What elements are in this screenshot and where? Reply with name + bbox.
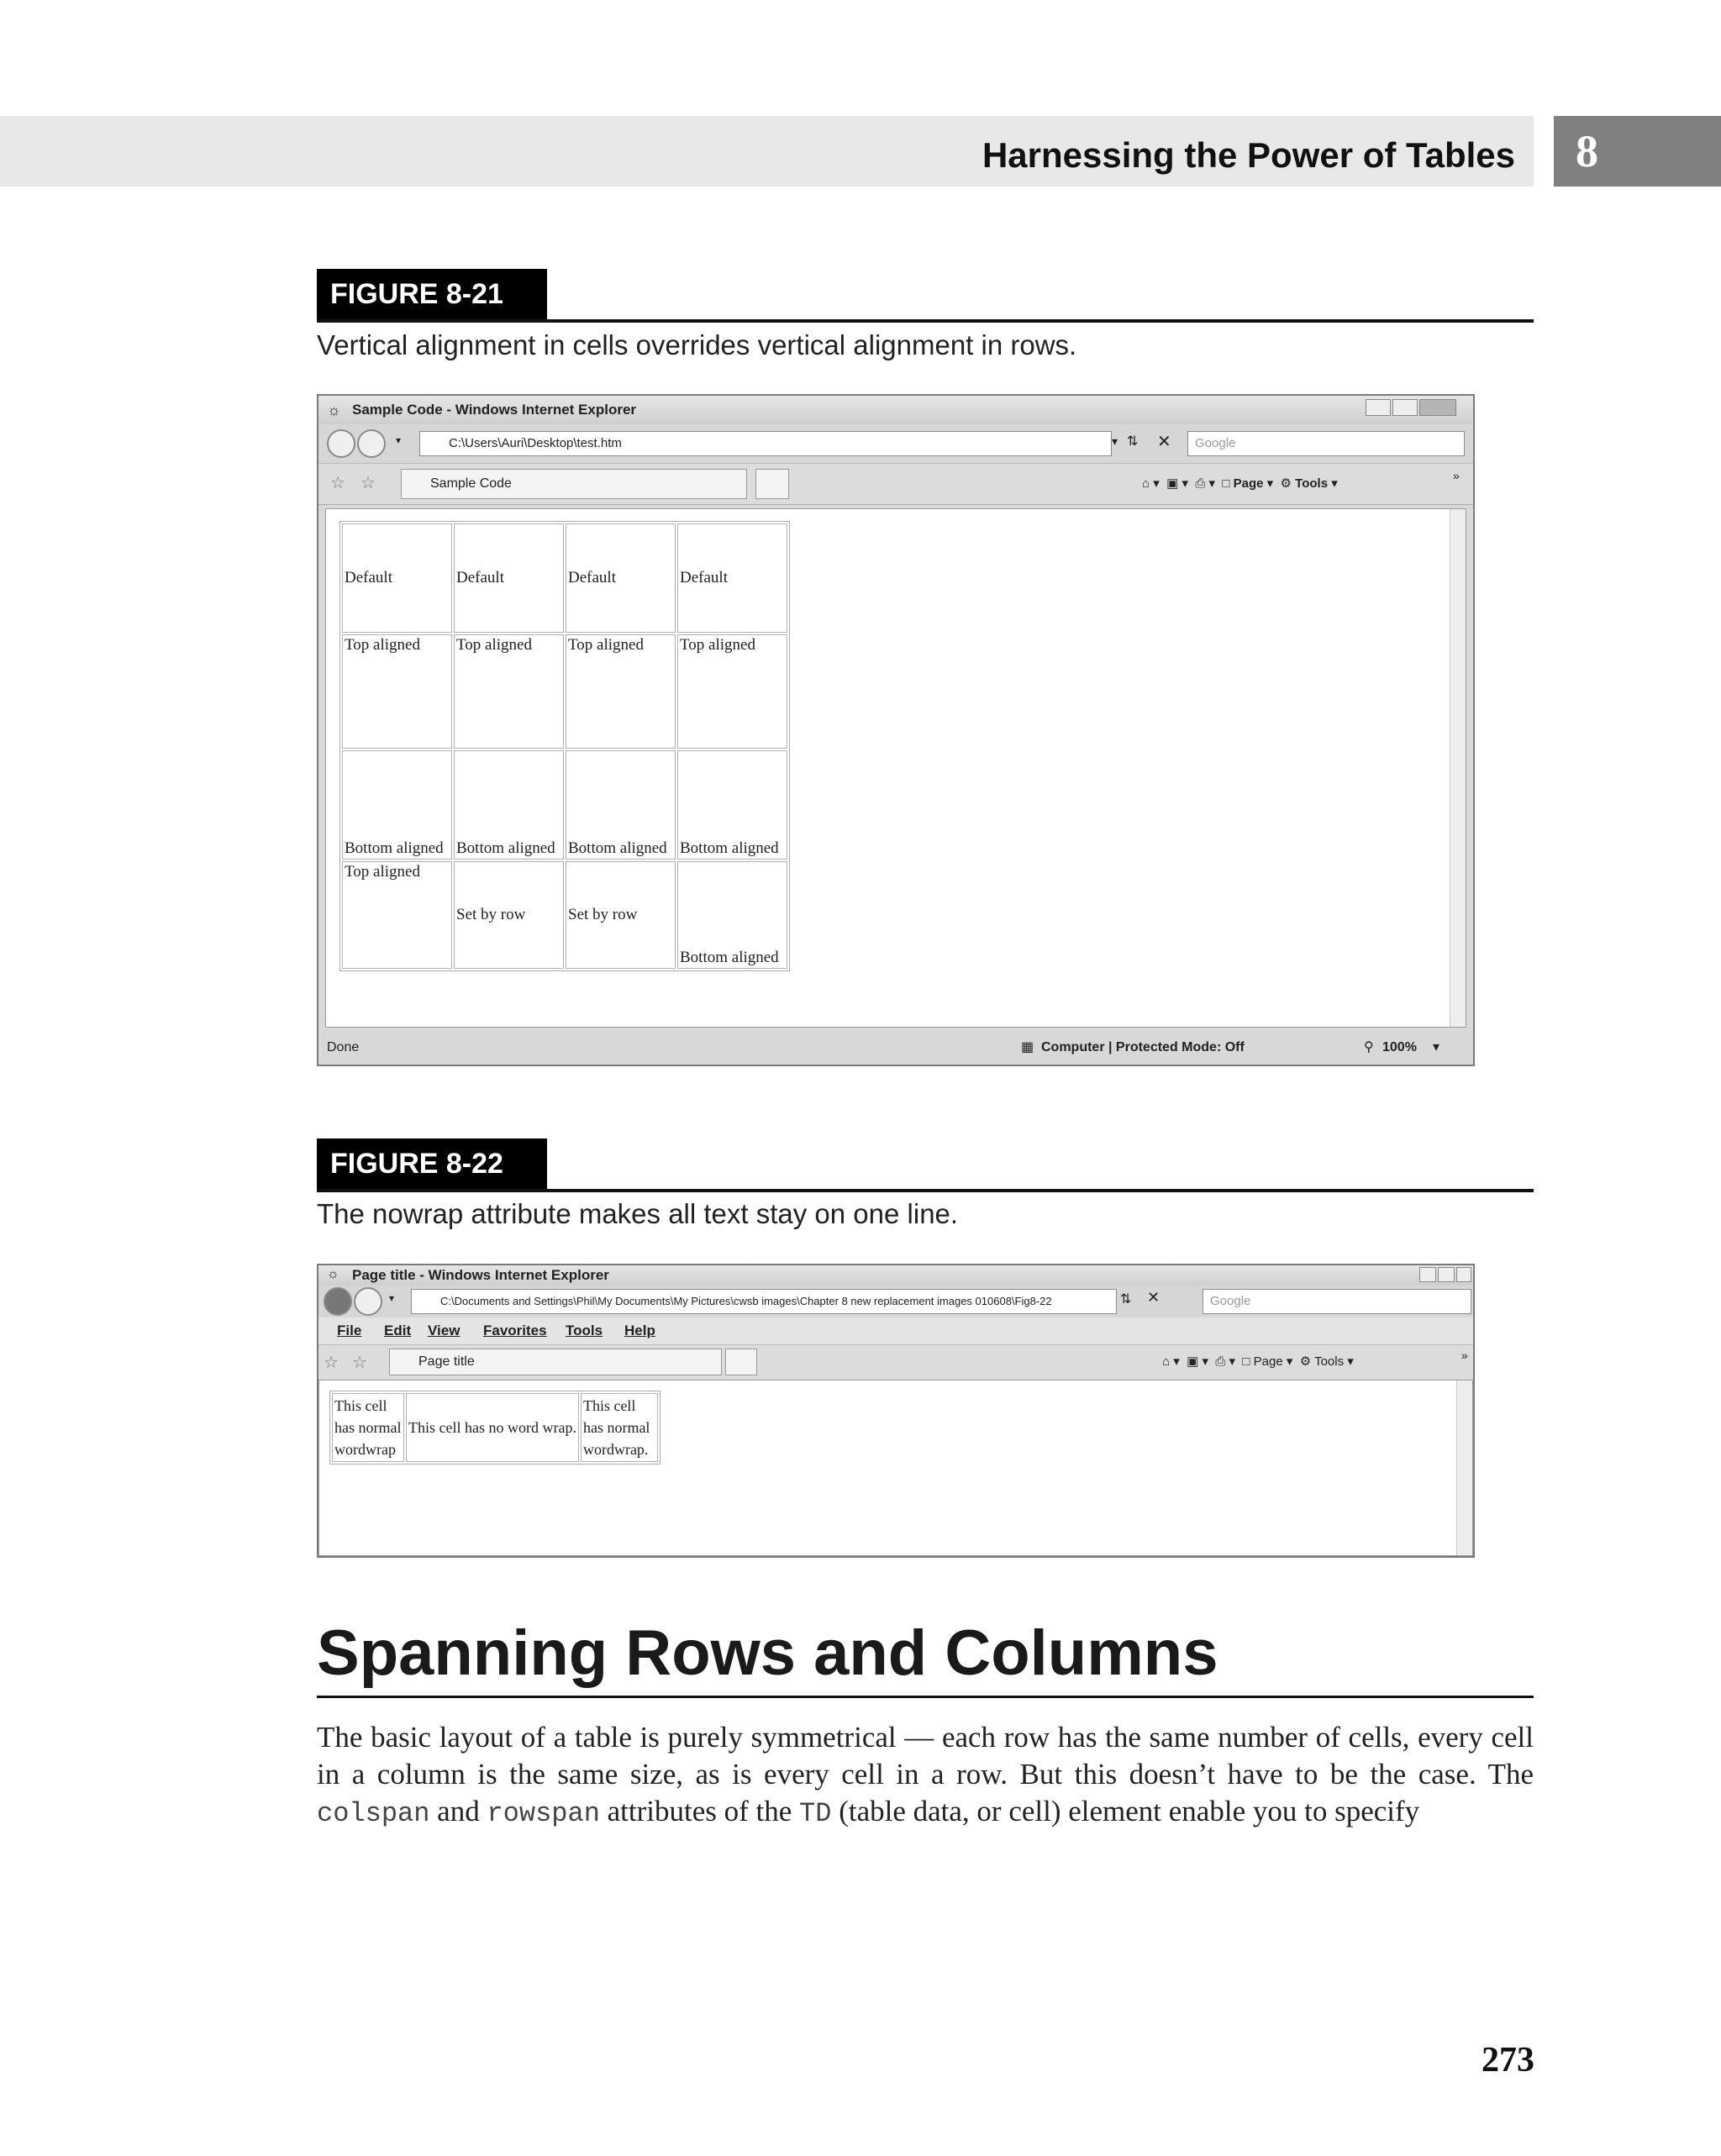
- address-dropdown-icon[interactable]: ▾: [1112, 434, 1118, 448]
- page-content: [325, 508, 1466, 1028]
- print-icon[interactable]: ⎙: [1215, 1354, 1226, 1369]
- table-row: [342, 750, 787, 860]
- zoom-icon: ⚲: [1364, 1040, 1374, 1054]
- table-cell: Default: [454, 523, 564, 633]
- section-rule: [317, 1696, 1534, 1698]
- figure-label-rule: [317, 1138, 1534, 1192]
- tools-gear-icon: ⚙: [1299, 1354, 1312, 1369]
- running-header-title: Harnessing the Power of Tables: [982, 135, 1515, 175]
- table-cell: Top aligned: [454, 634, 564, 749]
- favorites-star-icon[interactable]: ☆: [324, 1354, 339, 1372]
- table-cell: Default: [342, 523, 452, 633]
- minimize-button[interactable]: [1366, 399, 1391, 416]
- table-cell: Bottom aligned: [677, 861, 787, 969]
- search-input[interactable]: [1187, 431, 1465, 456]
- security-zone-text: Computer | Protected Mode: Off: [1041, 1040, 1245, 1054]
- page-icon: □: [1242, 1354, 1250, 1369]
- figure-caption: The nowrap attribute makes all text stay on one line.: [317, 1198, 959, 1229]
- minimize-button[interactable]: [1419, 1267, 1436, 1282]
- chevron-more-icon[interactable]: »: [1461, 1349, 1468, 1362]
- page-menu[interactable]: Page: [1233, 476, 1264, 491]
- window-title: Sample Code - Windows Internet Explorer: [352, 402, 637, 418]
- forward-button[interactable]: [354, 1287, 382, 1316]
- address-text: C:\Documents and Settings\Phil\My Documents\My Pictures\cwsb images\Chapter 8 new replacement images 010608\Fig8-22: [440, 1295, 1052, 1307]
- home-icon[interactable]: ⌂: [1162, 1354, 1171, 1369]
- tab-sample-code[interactable]: [401, 469, 747, 499]
- table-cell: This cell has normal wordwrap.: [581, 1393, 658, 1462]
- zoom-dropdown-icon[interactable]: ▾: [1433, 1040, 1440, 1054]
- stop-icon[interactable]: ✕: [1147, 1289, 1160, 1306]
- table-cell: Bottom aligned: [677, 750, 787, 860]
- section-heading: Spanning Rows and Columns: [317, 1617, 1218, 1689]
- body-text-3: attributes of the: [599, 1795, 800, 1827]
- recent-pages-dropdown-icon[interactable]: ▾: [396, 434, 402, 446]
- forward-button[interactable]: [357, 429, 386, 458]
- menu-file[interactable]: File: [337, 1323, 362, 1338]
- browser-window: [317, 1264, 1475, 1558]
- maximize-button[interactable]: [1438, 1267, 1455, 1282]
- navigation-bar: [318, 424, 1473, 463]
- tab-label: Page title: [418, 1354, 475, 1369]
- close-button[interactable]: [1419, 399, 1456, 416]
- window-title: Page title - Windows Internet Explorer: [352, 1267, 609, 1283]
- chevron-more-icon[interactable]: »: [1453, 469, 1460, 482]
- table-cell: Set by row: [566, 861, 676, 969]
- figure-label-rule: [317, 269, 1534, 323]
- nowrap-demo-table: [329, 1391, 661, 1465]
- address-text: C:\Users\Auri\Desktop\test.htm: [449, 436, 622, 450]
- body-text-2: and: [429, 1795, 487, 1827]
- table-cell: Top aligned: [566, 634, 676, 749]
- add-favorites-icon[interactable]: ☆: [361, 474, 376, 492]
- body-text-4: (table data, or cell) element enable you to specify: [831, 1795, 1420, 1827]
- table-cell: Top aligned: [342, 634, 452, 749]
- search-placeholder: Google: [1195, 436, 1236, 450]
- stop-icon[interactable]: ✕: [1157, 433, 1171, 451]
- feeds-icon[interactable]: ▣: [1187, 1354, 1199, 1369]
- figure-caption: Vertical alignment in cells overrides vertical alignment in rows.: [317, 329, 1077, 360]
- refresh-icon[interactable]: ⇅: [1120, 1292, 1132, 1307]
- feeds-icon[interactable]: ▣: [1166, 476, 1179, 491]
- window-titlebar: [318, 396, 1473, 424]
- search-placeholder: Google: [1210, 1294, 1251, 1308]
- table-cell: This cell has normal wordwrap: [332, 1393, 404, 1462]
- menu-view[interactable]: View: [428, 1323, 461, 1338]
- figure-label: FIGURE 8-22: [317, 1138, 547, 1189]
- favorites-star-icon[interactable]: ☆: [330, 474, 345, 492]
- new-tab-button[interactable]: [725, 1349, 757, 1375]
- address-bar[interactable]: [419, 431, 1112, 456]
- status-text: Done: [327, 1040, 360, 1054]
- table-cell: Set by row: [454, 861, 564, 969]
- vertical-scrollbar[interactable]: [1456, 1380, 1472, 1555]
- new-tab-button[interactable]: [755, 469, 789, 499]
- ie-logo-icon: ☼: [327, 402, 341, 418]
- tab-label: Sample Code: [430, 476, 512, 491]
- search-input[interactable]: [1203, 1289, 1471, 1314]
- close-button[interactable]: [1456, 1267, 1471, 1282]
- tools-gear-icon: ⚙: [1280, 476, 1292, 491]
- menu-favorites[interactable]: Favorites: [483, 1323, 547, 1338]
- code-colspan: colspan: [317, 1798, 430, 1829]
- menu-edit[interactable]: Edit: [384, 1323, 412, 1338]
- body-paragraph: [317, 1719, 1534, 1833]
- recent-pages-dropdown-icon[interactable]: ▾: [389, 1292, 395, 1304]
- add-favorites-icon[interactable]: ☆: [352, 1354, 367, 1372]
- table-row: [342, 523, 787, 633]
- address-bar[interactable]: [411, 1289, 1117, 1314]
- menu-tools[interactable]: Tools: [566, 1323, 603, 1338]
- back-button[interactable]: [327, 429, 355, 458]
- computer-icon: ▦: [1021, 1040, 1034, 1054]
- tools-menu[interactable]: Tools: [1295, 476, 1329, 491]
- table-row: [332, 1393, 658, 1462]
- command-bar: ⌂ ▾ ▣ ▾ ⎙ ▾ □ Page ▾ ⚙ Tools ▾: [1162, 1354, 1354, 1369]
- window-titlebar: [318, 1265, 1473, 1286]
- table-row: [342, 861, 787, 969]
- table-cell: Top aligned: [342, 861, 452, 969]
- browser-window: [317, 394, 1475, 1066]
- table-cell: Bottom aligned: [566, 750, 676, 860]
- alignment-demo-table: [339, 521, 790, 971]
- table-cell: Bottom aligned: [342, 750, 452, 860]
- tab-toolbar: [318, 1344, 1473, 1381]
- code-td: TD: [799, 1798, 832, 1829]
- code-rowspan: rowspan: [487, 1798, 600, 1829]
- page-menu[interactable]: Page: [1253, 1354, 1283, 1369]
- menu-help[interactable]: Help: [624, 1323, 655, 1338]
- maximize-button[interactable]: [1392, 399, 1418, 416]
- page-icon: □: [1222, 476, 1230, 491]
- table-cell: Top aligned: [677, 634, 787, 749]
- table-cell: Default: [677, 523, 787, 633]
- command-bar: ⌂ ▾ ▣ ▾ ⎙ ▾ □ Page ▾ ⚙ Tools ▾: [1142, 476, 1338, 491]
- print-icon[interactable]: ⎙: [1195, 476, 1206, 491]
- table-cell: Bottom aligned: [454, 750, 564, 860]
- page-number: 273: [1482, 2041, 1534, 2080]
- table-cell: This cell has no word wrap.: [406, 1393, 579, 1462]
- page-content: [318, 1380, 1473, 1556]
- tab-page-title[interactable]: [389, 1349, 722, 1375]
- refresh-icon[interactable]: ⇅: [1127, 434, 1139, 449]
- menu-bar: [318, 1317, 1473, 1344]
- navigation-bar: [318, 1286, 1473, 1317]
- body-text-1: The basic layout of a table is purely symmetrical — each row has the same number of cells, every cell in a column is the same size, as is every cell in a row. But this doesn’t have to be the case. The: [317, 1721, 1534, 1791]
- table-row: [342, 634, 787, 749]
- figure-label: FIGURE 8-21: [317, 269, 547, 319]
- tools-menu[interactable]: Tools: [1314, 1354, 1345, 1369]
- tab-toolbar: [318, 463, 1473, 505]
- status-bar: [318, 1033, 1473, 1063]
- ie-logo-icon: ☼: [327, 1267, 339, 1281]
- zoom-level[interactable]: 100%: [1382, 1040, 1417, 1054]
- back-button[interactable]: [324, 1287, 352, 1316]
- chapter-number-tab: 8: [1554, 116, 1721, 187]
- table-cell: Default: [566, 523, 676, 633]
- vertical-scrollbar[interactable]: [1450, 509, 1466, 1027]
- home-icon[interactable]: ⌂: [1142, 476, 1150, 491]
